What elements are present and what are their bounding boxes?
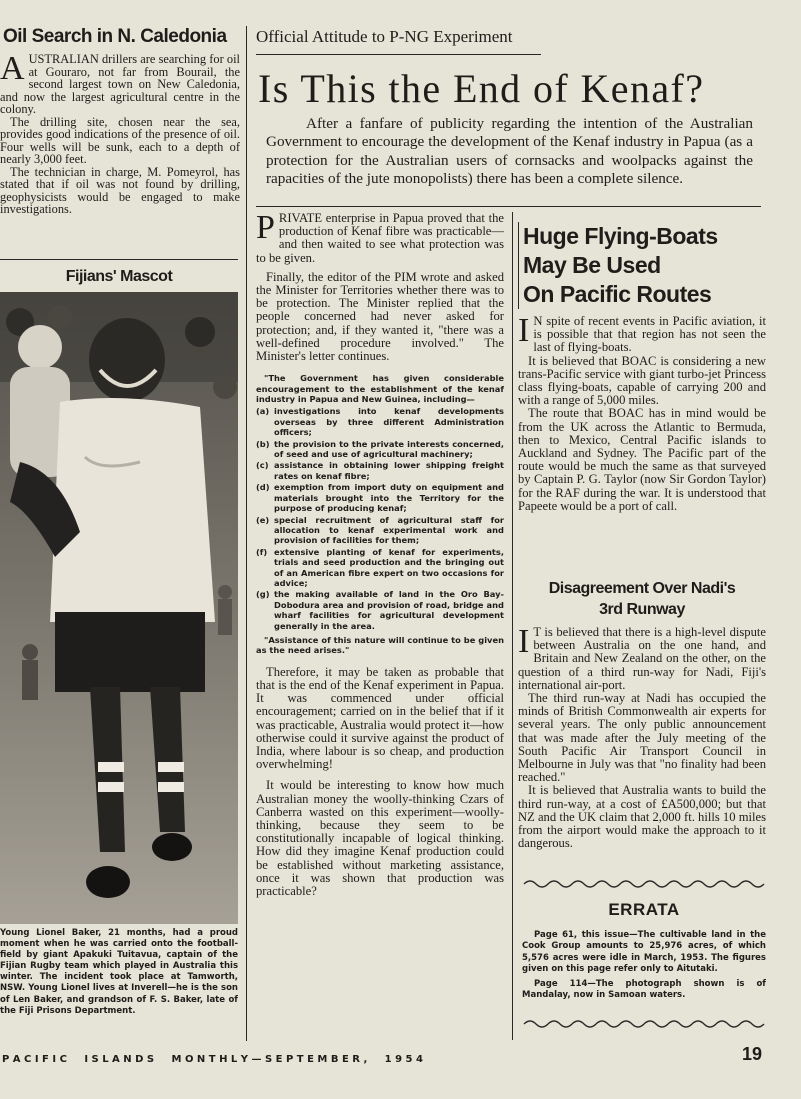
column-rule-right [512,212,513,1040]
errata-title: ERRATA [608,900,680,919]
boats-paragraph-2: It is believed that BOAC is considering a new trans-Pacific service with giant turbo-jet Princess class flying-boats, capable of carrying 200 and with a range of 5,000 miles. [518,353,766,408]
nadi-paragraph-3: It is believed that Australia wants to build the third run-way, at a cost of £A500,000; but that NZ and the UK claim that 2,000 ft. hills 10 miles from the airport would make the approach to it dangerous. [518,783,766,851]
oil-paragraph-2: The drilling site, chosen near the sea, provides good indications of the presence of oil. Four wells will be sunk, each to a depth of nearly 3,000 feet. [0,114,240,166]
kenaf-kicker: Official Attitude to P-NG Experiment [256,27,513,46]
wavy-divider-top [522,878,766,890]
oil-dropcap: A [0,50,25,87]
boats-paragraph-3: The route that BOAC has in mind would be from the UK across the Atlantic to Bermuda, then to Mexico, Central Pacific islands to Auckland and Sydney. The Pacific part of the route would be much the same as that surveyed by Captain P. G. Taylor (now Sir Gordon Taylor) for the RAF during the war. It is understood that Papeete would be a port of call. [518,406,766,513]
kenaf-paragraph-1: RIVATE enterprise in Papua proved that the production of Kenaf fibre was practicable—and then waited to see what protection was to be given. [256,211,504,265]
quote-list-item [256,439,504,460]
kicker-rule [256,54,541,55]
boats-title-line-3: On Pacific Routes [523,281,712,307]
nadi-title-line-1: Disagreement Over Nadi's [548,580,736,597]
oil-article [0,26,240,216]
list-item-key: (g) [256,589,270,600]
oil-paragraph-1: USTRALIAN drillers are searching for oil at Gouraro, not far from Bourail, the second largest town on New Caledonia, and now the largest agricultural centre in the colony. [0,52,240,116]
quote-list-item [256,482,504,513]
nadi-paragraph-1: T is believed that there is a high-level dispute between Australia on the one hand, and Britain and New Zealand on the other, on the question of a third run-way for Nadi, Fiji's international air-port. [518,625,766,692]
standfirst-text: After a fanfare of publicity regarding the intention of the Australian Government to encourage the development of the Kenaf industry in Papua (as a protection for the Australian users of cornsacks and woolpacks against the rapacities of the jute monopolists) there has been a complete silence. [266,115,753,188]
quote-list-item [256,460,504,481]
nadi-title-line-2: 3rd Runway [599,601,685,618]
oil-title: Oil Search in N. Caledonia [3,26,227,47]
nadi-paragraph-2: The third run-way at Nadi has occupied the minds of British Commonwealth air experts for several years. The only public announcement that was made after the July meeting of the South Pacific Air Transport Council in Melbourne in July was that "no finality had been reached." [518,691,766,785]
list-item-text: assistance in obtaining lower shipping freight rates on kenaf fibre; [274,460,504,481]
boats-title [518,222,766,309]
mascot-title: Fijians' Mascot [65,268,173,285]
kenaf-headline: Is This the End of Kenaf? [258,66,705,111]
page-number: 19 [742,1044,763,1064]
quote-end: "Assistance of this nature will continue to be given as the need arises." [256,634,504,656]
nadi-title [518,578,766,620]
quote-intro: "The Government has given considerable encouragement to the establishment of the kenaf industry in Papua and New Guinea, including— [256,373,504,405]
quote-list-item [256,547,504,589]
kenaf-paragraph-4: It would be interesting to know how much Australian money the woolly-thinking Czars of Canberra wasted on this experiment—woolly-thinking, because they seem to be constitutionally incapable of logical thinking. How did they imagine Kenaf production could be established without marketing assistance, once it was shown that production was practicable? [256,778,504,899]
wavy-divider-bottom [522,1018,766,1030]
boats-paragraph-1: N spite of recent events in Pacific aviation, it is possible that that region has not seen the last of flying-boats. [533,314,766,355]
photo-graphic [0,292,238,924]
list-item-text: exemption from import duty on equipment and materials brought into the Territory for the purpose of producing kenaf; [274,482,504,514]
footer-magazine: P A C I F I C I S L A N D S M O N T H L Y — S E P T E M B E R , 1 9 5 4 [2,1054,423,1065]
kenaf-body [256,209,504,899]
nadi-article [518,578,766,850]
mascot-caption: Young Lionel Baker, 21 months, had a proud moment when he was carried onto the football-field by giant Apakuki Tuitavua, captain of the Fijian Rugby team which played in Australia this winter. The incident took place at Tamworth, NSW. Young Lionel lives at Inverell—he is the son of Len Baker, and grandson of F. S. Baker, late of the Fiji Prisons Department. [0,928,238,1016]
list-item-text: investigations into kenaf developments overseas by three different Administration officers; [274,406,504,438]
nadi-dropcap: I [518,623,530,660]
list-item-text: the making available of land in the Oro Bay-Dobodura area and provision of road, bridge and wharf facilities for agricultural development generally in the area. [274,589,504,631]
quote-list-item [256,515,504,546]
column-rule-left [246,26,247,1041]
boats-dropcap: I [518,312,530,349]
boats-body [518,312,766,513]
kenaf-dropcap: P [256,209,275,246]
nadi-body [518,623,766,851]
boats-title-line-2: May Be Used [523,252,661,278]
errata-item-1: Page 61, this issue—The cultivable land in the Cook Group amounts to 25,976 acres, of which 5,576 acres were idle in March, 1953. The figures given on this page refer only to Aitutaki. [522,930,766,975]
list-item-text: special recruitment of agricultural staff for allocation to kenaf experimental work and provision of facilities for them; [274,514,504,546]
list-item-text: the provision to the private interests concerned, of seed and use of agricultural machinery; [274,438,504,460]
quote-list [256,406,504,631]
list-item-key: (b) [256,438,270,449]
oil-paragraph-3: The technician in charge, M. Pomeyrol, has stated that if oil was not found by drilling, geophysicists would be engaged to make investigations. [0,164,240,216]
divider [0,259,238,260]
quote-list-item [256,406,504,437]
mascot-photo [0,292,238,924]
list-item-key: (e) [256,514,270,525]
errata [522,900,766,1001]
list-item-key: (f) [256,546,268,557]
kenaf-standfirst [266,115,753,189]
list-item-text: extensive planting of kenaf for experiments, trials and seed production and the bringing out of an American fibre expert on two occasions for advice; [274,546,504,588]
kenaf-paragraph-2: Finally, the editor of the PIM wrote and asked the Minister for Territories whether there was to be protection. The Minister replied that the people concerned had never asked for protection; and, if they wanted it, "there was a well-defined procedure involved." The Minister's letter continues. [256,269,504,364]
list-item-key: (a) [256,406,270,417]
errata-item-2: Page 114—The photograph shown is of Mandalay, now in Samoan waters. [522,978,766,1001]
kenaf-paragraph-3: Therefore, it may be taken as probable that that is the end of the Kenaf experiment in Papua. It was commenced under official encouragement; carried on in the belief that if it was practicable, Australia would protect it—how otherwise could it survive against the product of India, where labour is so cheap, and production overwhelming! [256,664,504,772]
boats-article [518,222,766,513]
quote-list-item [256,589,504,631]
minister-quote [256,373,504,656]
standfirst-rule [256,206,761,207]
list-item-key: (d) [256,482,270,493]
oil-body [0,50,240,216]
boats-title-line-1: Huge Flying-Boats [523,223,718,249]
list-item-key: (c) [256,460,269,471]
